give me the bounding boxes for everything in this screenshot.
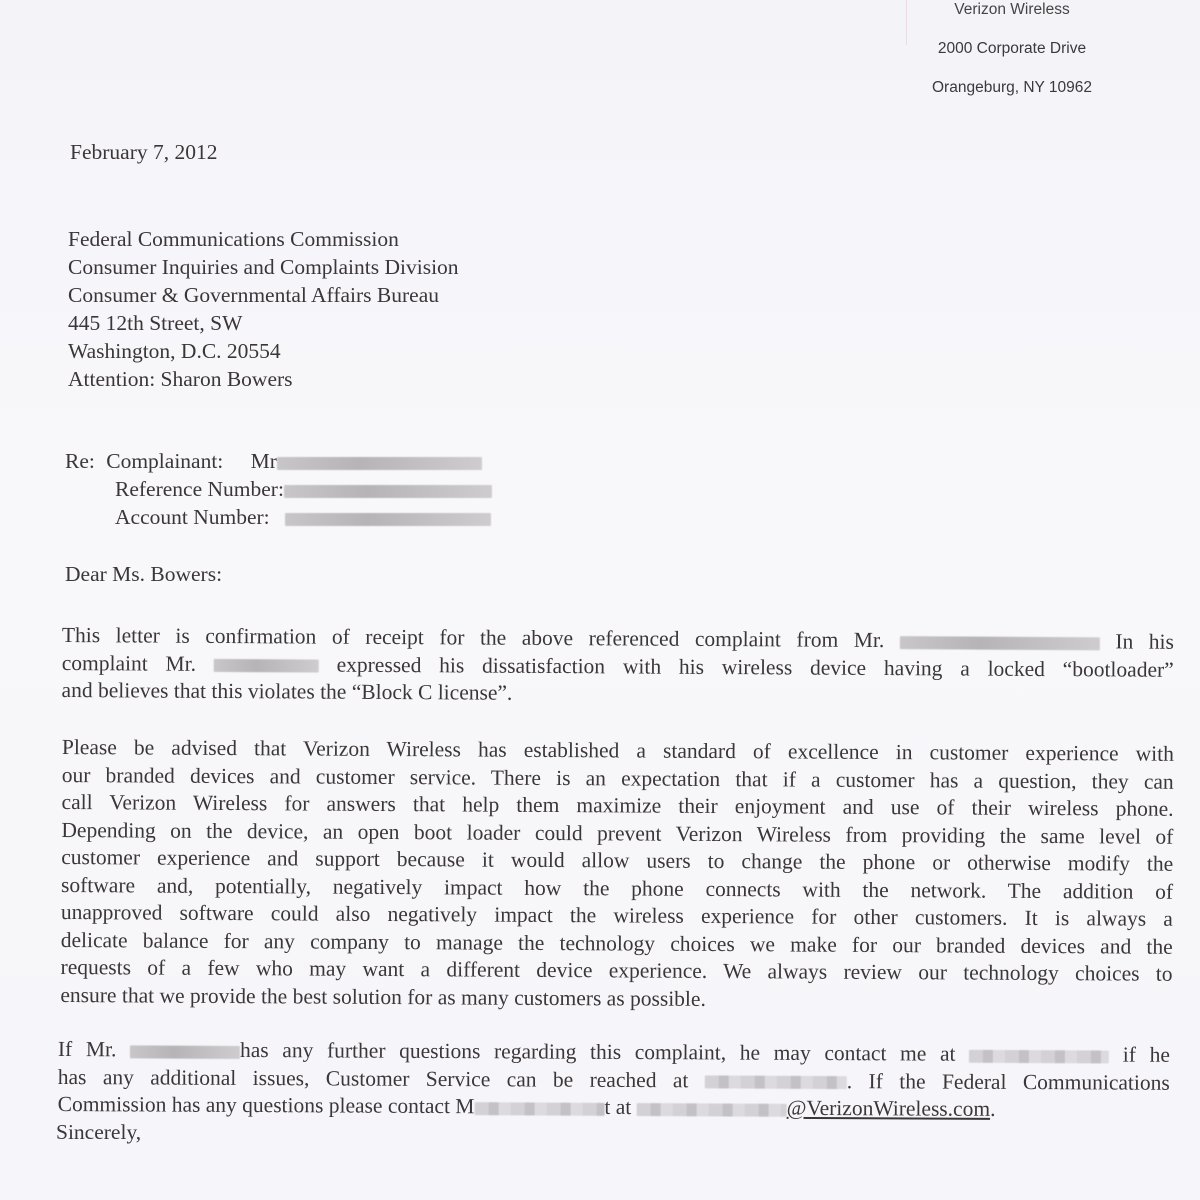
redacted-name	[214, 659, 319, 673]
recipient-line: Consumer & Governmental Affairs Bureau	[68, 283, 439, 307]
recipient-line: 445 12th Street, SW	[68, 311, 243, 335]
paragraph-line: Please be advised that Verizon Wireless has established a standard of excellence in customer experience with	[61, 735, 1174, 766]
redacted-phone	[705, 1075, 847, 1089]
text-run: This letter is confirmation of receipt for the above referenced complaint from Mr.	[61, 623, 885, 653]
paragraph-contact	[58, 1036, 1170, 1124]
complainant-row	[65, 447, 492, 475]
reference-block	[65, 447, 492, 531]
redacted-email-user	[637, 1103, 787, 1117]
paragraph-line	[58, 1091, 1170, 1124]
salutation: Dear Ms. Bowers:	[65, 562, 223, 586]
text-run: t at	[604, 1094, 632, 1120]
recipient-line: Consumer Inquiries and Complaints Division	[68, 255, 459, 279]
text-run: Commission has any questions please contact M	[57, 1091, 475, 1119]
redacted-name	[130, 1045, 240, 1059]
paragraph-line: unapproved software could also negatively impact the wireless experience for other customers. It is always a	[60, 899, 1173, 931]
recipient-line: Washington, D.C. 20554	[68, 339, 281, 363]
letterhead-city: Orangeburg, NY 10962	[932, 79, 1092, 96]
letterhead-address	[902, 0, 1122, 107]
paragraph-line: call Verizon Wireless for answers that help them maximize their enjoyment and use of their wireless phone.	[61, 789, 1174, 821]
redacted-reference-number	[284, 485, 492, 498]
closing: Sincerely,	[56, 1120, 142, 1144]
reference-number-row	[65, 475, 492, 503]
complainant-prefix: Mr	[250, 449, 277, 473]
letter-date: February 7, 2012	[70, 140, 218, 164]
letterhead-company: Verizon Wireless	[954, 1, 1070, 18]
redacted-account-number	[285, 513, 491, 526]
reference-number-label: Reference Number:	[115, 477, 284, 501]
paragraph-line: delicate balance for any company to manage the technology choices we make for our branded devices and the	[60, 927, 1173, 959]
text-run: .	[990, 1096, 996, 1121]
text-run: if he	[1122, 1042, 1170, 1067]
paragraph-line: customer experience and support because it would allow users to change the phone or otherwise modify the	[61, 844, 1174, 876]
text-run: complaint Mr.	[61, 650, 197, 676]
redacted-contact-name	[474, 1102, 604, 1116]
recipient-address	[68, 225, 459, 393]
account-number-row	[65, 503, 492, 531]
re-label: Re:	[65, 449, 95, 473]
paragraph-receipt	[61, 622, 1173, 711]
letterhead-street: 2000 Corporate Drive	[937, 40, 1087, 57]
account-number-label: Account Number:	[115, 505, 270, 529]
redacted-name	[900, 636, 1100, 650]
email-link[interactable]: @VerizonWireless.com	[786, 1095, 991, 1121]
text-run: has any further questions regarding this complaint, he may contact me at	[239, 1037, 956, 1066]
paragraph-line: requests of a few who may want a different device experience. We always review our technology choices to	[60, 954, 1173, 986]
recipient-line: Federal Communications Commission	[68, 227, 399, 251]
paragraph-line: Depending on the device, an open boot loader could prevent Verizon Wireless from providing the same level of	[61, 817, 1174, 849]
redacted-phone	[969, 1049, 1109, 1063]
paragraph-line: our branded devices and customer service. There is an expectation that if a customer has a question, they can	[61, 762, 1174, 794]
redacted-complainant-name	[277, 457, 482, 470]
text-run: . If the Federal Communications	[846, 1068, 1170, 1095]
text-run: In his	[1115, 629, 1175, 654]
paragraph-line: ensure that we provide the best solution for as many customers as possible.	[60, 982, 706, 1011]
text-run: expressed his dissatisfaction with his wireless device having a locked “bootloader”	[336, 652, 1174, 682]
text-run: If Mr.	[57, 1037, 117, 1062]
text-run: has any additional issues, Customer Service can be reached at	[57, 1064, 689, 1092]
complainant-label: Complainant:	[106, 449, 224, 473]
paragraph-line: and believes that this violates the “Block C license”.	[61, 677, 513, 705]
paragraph-line: software and, potentially, negatively impact how the phone connects with the network. The addition of	[61, 872, 1174, 904]
recipient-line: Attention: Sharon Bowers	[68, 367, 293, 391]
paragraph-policy	[60, 734, 1174, 1016]
